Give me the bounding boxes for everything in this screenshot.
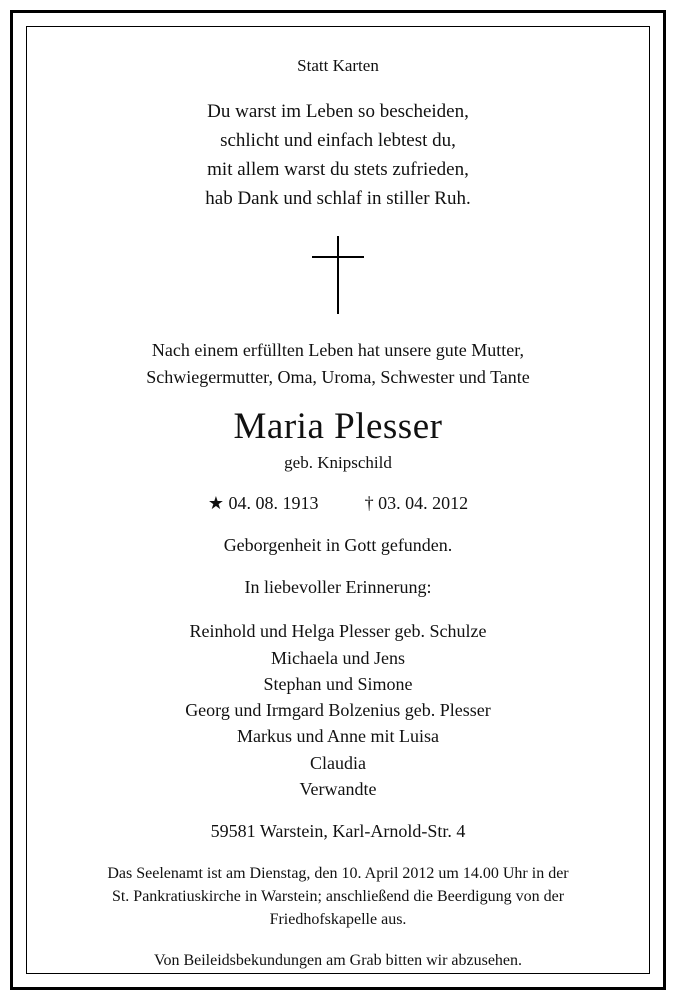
cross-horizontal-bar <box>312 256 364 258</box>
service-line-1: Das Seelenamt ist am Dienstag, den 10. April 2012 um 14.00 Uhr in der <box>107 864 569 882</box>
service-block <box>61 862 615 932</box>
intro-block <box>61 337 615 391</box>
poem-line-3: mit allem warst du stets zufrieden, <box>207 158 469 180</box>
survivor-line-6: Claudia <box>310 752 366 773</box>
death-date: † 03. 04. 2012 <box>364 493 469 514</box>
poem-line-1: Du warst im Leben so bescheiden, <box>207 100 469 122</box>
service-line-3: Friedhofskapelle aus. <box>269 911 407 929</box>
inner-border <box>26 26 650 974</box>
service-line-2: St. Pankratiuskirche in Warstein; anschließend die Beerdigung von der <box>111 888 565 905</box>
intro-line-2: Schwiegermutter, Oma, Uroma, Schwester und Tante <box>146 367 530 388</box>
cross-symbol-wrap <box>61 227 615 323</box>
survivor-line-7: Verwandte <box>299 778 377 799</box>
cross-vertical-bar <box>337 236 339 314</box>
address-line: 59581 Warstein, Karl-Arnold-Str. 4 <box>210 821 466 842</box>
statt-karten-line: Statt Karten <box>297 56 379 75</box>
found-line: Geborgenheit in Gott gefunden. <box>223 534 453 555</box>
poem-line-2: schlicht und einfach lebtest du, <box>220 129 456 151</box>
intro-line-1: Nach einem erfüllten Leben hat unsere gute Mutter, <box>151 340 525 361</box>
survivor-line-2: Michaela und Jens <box>271 647 405 668</box>
memory-line: In liebevoller Erinnerung: <box>244 577 432 597</box>
poem-line-4: hab Dank und schlaf in stiller Ruh. <box>205 187 471 209</box>
survivor-line-5: Markus und Anne mit Luisa <box>237 726 439 747</box>
cross-icon <box>312 236 364 314</box>
survivors-block <box>61 618 615 802</box>
survivor-line-1: Reinhold und Helga Plesser geb. Schulze <box>189 621 487 642</box>
poem-block <box>61 98 615 214</box>
obituary-content <box>27 27 649 973</box>
closing-line: Von Beileidsbekundungen am Grab bitten wir abzusehen. <box>153 951 523 969</box>
deceased-name: Maria Plesser <box>233 406 443 448</box>
deceased-maiden-name: geb. Knipschild <box>284 453 392 473</box>
survivor-line-4: Georg und Irmgard Bolzenius geb. Plesser <box>185 700 491 721</box>
life-dates <box>61 492 615 515</box>
survivor-line-3: Stephan und Simone <box>263 673 413 694</box>
birth-date: ★ 04. 08. 1913 <box>207 493 319 514</box>
